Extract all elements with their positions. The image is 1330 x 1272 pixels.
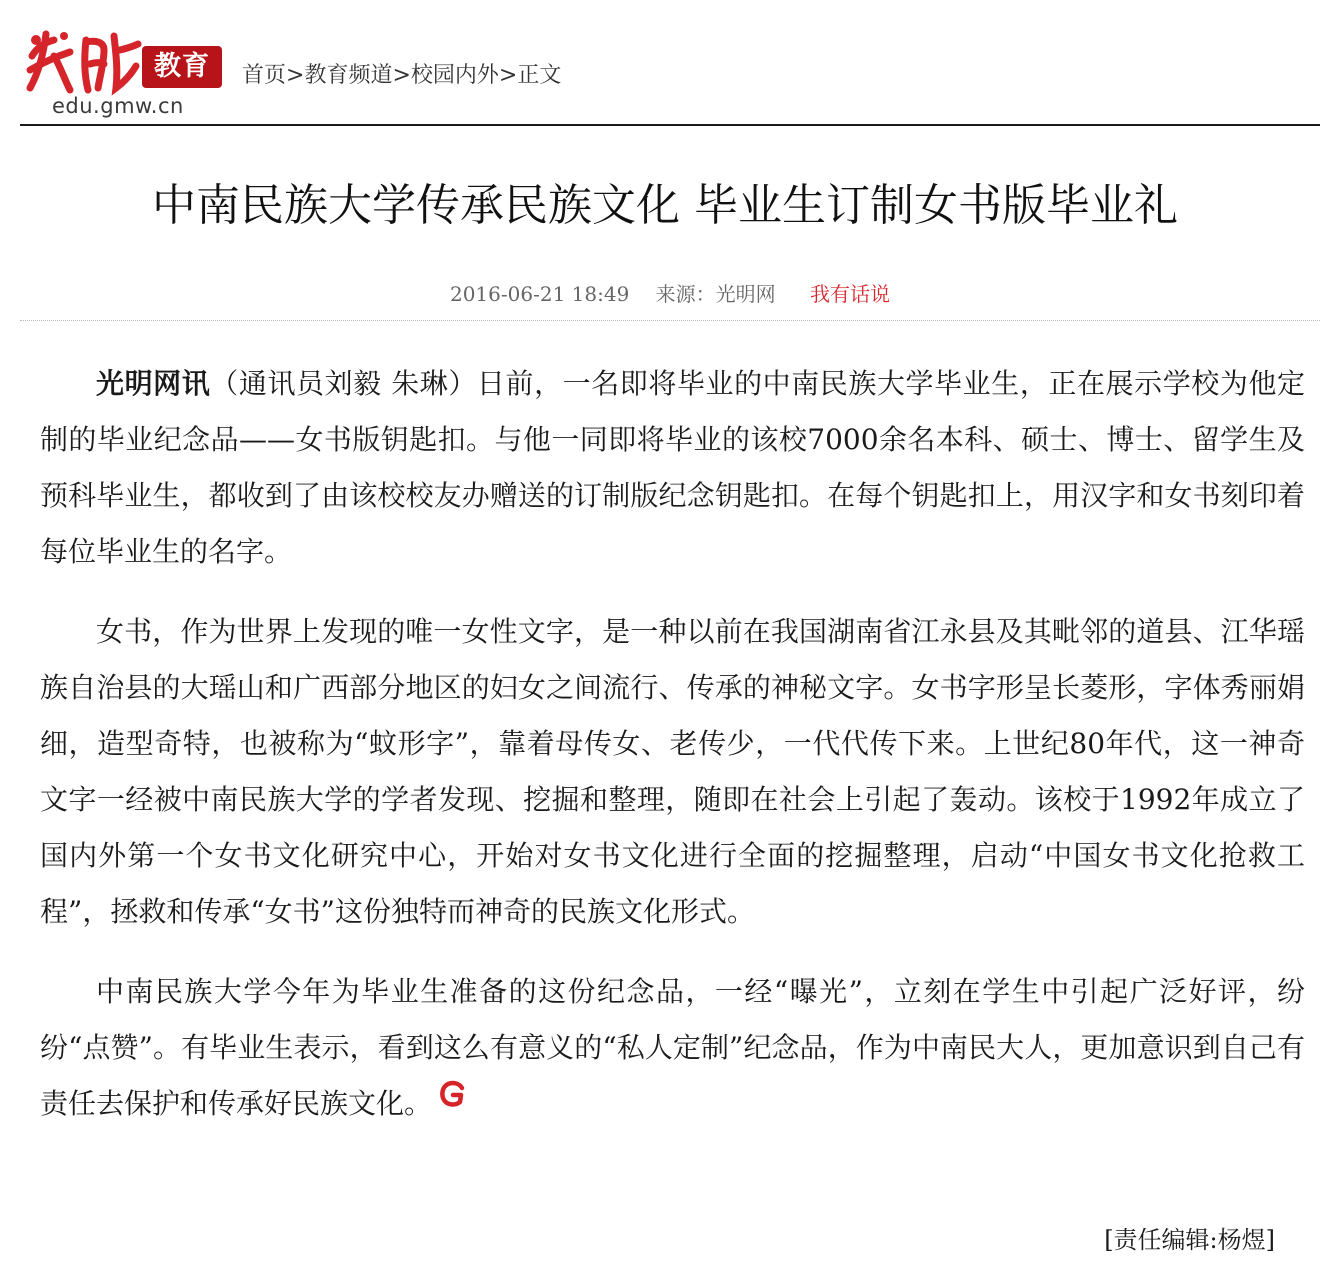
site-header — [20, 18, 1320, 126]
site-domain: edu.gmw.cn — [52, 94, 184, 118]
article-paragraph — [40, 964, 1305, 1132]
article-meta — [0, 278, 1330, 307]
breadcrumb-campus[interactable]: 校园内外 — [410, 63, 499, 88]
breadcrumb-current: 正文 — [517, 63, 562, 88]
paragraph-text: （通讯员刘毅 朱琳）日前，一名即将毕业的中南民族大学毕业生，正在展示学校为他定制的毕业纪念品——女书版钥匙扣。与他一同即将毕业的该校7000余名本科、硕士、博士、留学生及预科毕业生，都收到了由该校校友办赠送的订制版纪念钥匙扣。在每个钥匙扣上，用汉字和女书刻印着每位毕业生的名字。 — [40, 367, 1305, 568]
breadcrumb — [242, 58, 561, 89]
article-body — [40, 356, 1305, 1156]
article-paragraph — [40, 604, 1305, 940]
breadcrumb-separator: > — [286, 63, 305, 88]
meta-divider — [20, 320, 1320, 321]
paragraph-text: 中南民族大学今年为毕业生准备的这份纪念品，一经“曝光”，立刻在学生中引起广泛好评，纷纷“点赞”。有毕业生表示，看到这么有意义的“私人定制”纪念品，作为中南民大人，更加意识到自己有责任去保护和传承好民族文化。 — [40, 975, 1305, 1120]
publish-datetime: 2016-06-21 18:49 — [449, 282, 630, 306]
gmw-g-logo-icon — [438, 1079, 468, 1109]
comment-link[interactable]: 我有话说 — [810, 282, 891, 306]
paragraph-text: 女书，作为世界上发现的唯一女性文字，是一种以前在我国湖南省江永县及其毗邻的道县、江华瑶族自治县的大瑶山和广西部分地区的妇女之间流行、传承的神秘文字。女书字形呈长菱形，字体秀丽娟细，造型奇特，也被称为“蚊形字”，靠着母传女、老传少，一代代传下来。上世纪80年代，这一神奇文字一经被中南民族大学的学者发现、挖掘和整理，随即在社会上引起了轰动。该校于1992年成立了国内外第一个女书文化研究中心，开始对女书文化进行全面的挖掘整理，启动“中国女书文化抢救工程”，拯救和传承“女书”这份独特而神奇的民族文化形式。 — [40, 615, 1305, 928]
education-badge: 教育 — [142, 46, 222, 88]
responsible-editor: [责任编辑:杨煜] — [1104, 1226, 1275, 1254]
breadcrumb-home[interactable]: 首页 — [242, 63, 287, 88]
site-logo[interactable] — [24, 26, 234, 122]
news-lead: 光明网讯 — [96, 367, 211, 400]
breadcrumb-education-channel[interactable]: 教育频道 — [304, 63, 393, 88]
breadcrumb-separator: > — [392, 63, 411, 88]
guangming-script-logo — [24, 26, 142, 98]
breadcrumb-separator: > — [498, 63, 518, 88]
article-title: 中南民族大学传承民族文化 毕业生订制女书版毕业礼 — [152, 180, 1178, 231]
article-source: 来源：光明网 — [655, 282, 776, 306]
article-paragraph — [40, 356, 1305, 580]
